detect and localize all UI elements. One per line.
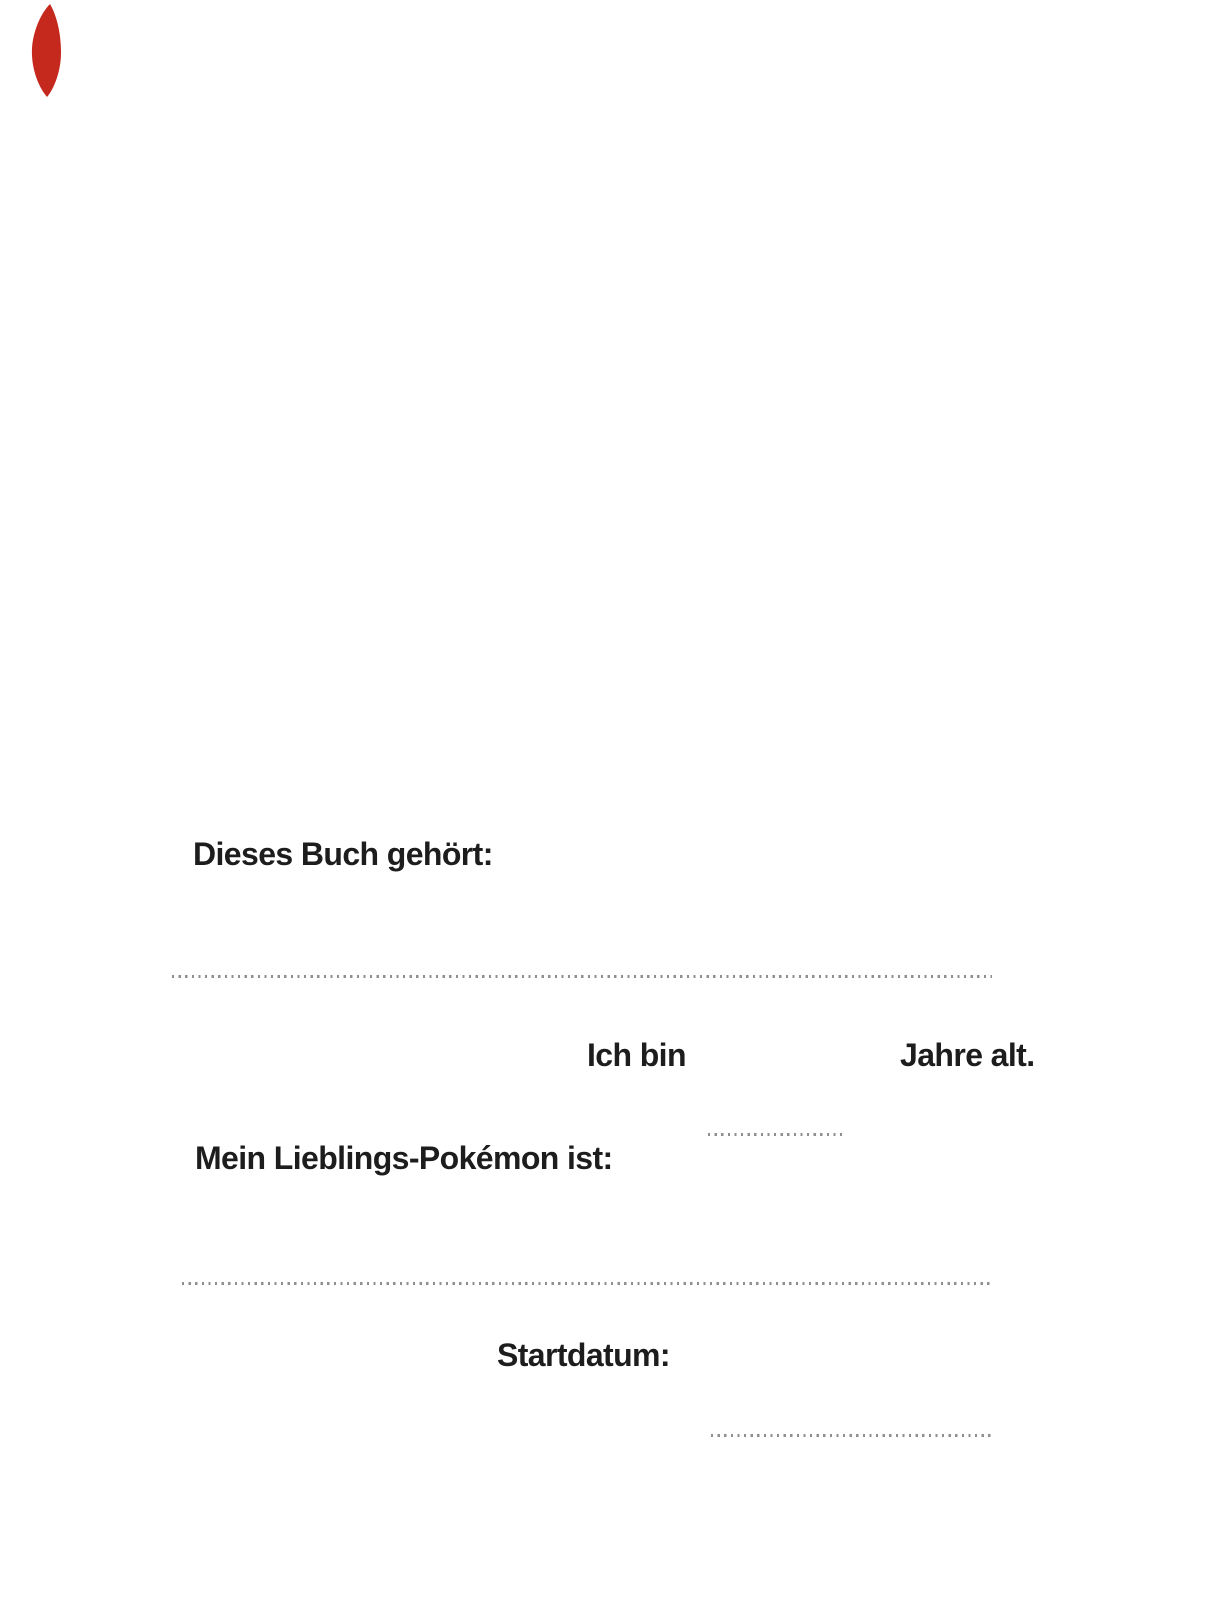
owner-name-line[interactable]	[172, 975, 992, 978]
age-prefix-label: Ich bin	[587, 1037, 686, 1073]
age-line[interactable]	[708, 1133, 845, 1136]
favorite-pokemon-label: Mein Lieblings-Pokémon ist:	[195, 1140, 613, 1176]
start-date-label: Startdatum:	[497, 1337, 670, 1373]
start-date-line[interactable]	[711, 1434, 995, 1437]
age-suffix-label: Jahre alt.	[900, 1037, 1035, 1073]
owner-label: Dieses Buch gehört:	[193, 836, 493, 872]
red-brushstroke-icon	[27, 3, 69, 98]
favorite-pokemon-line[interactable]	[182, 1282, 993, 1285]
